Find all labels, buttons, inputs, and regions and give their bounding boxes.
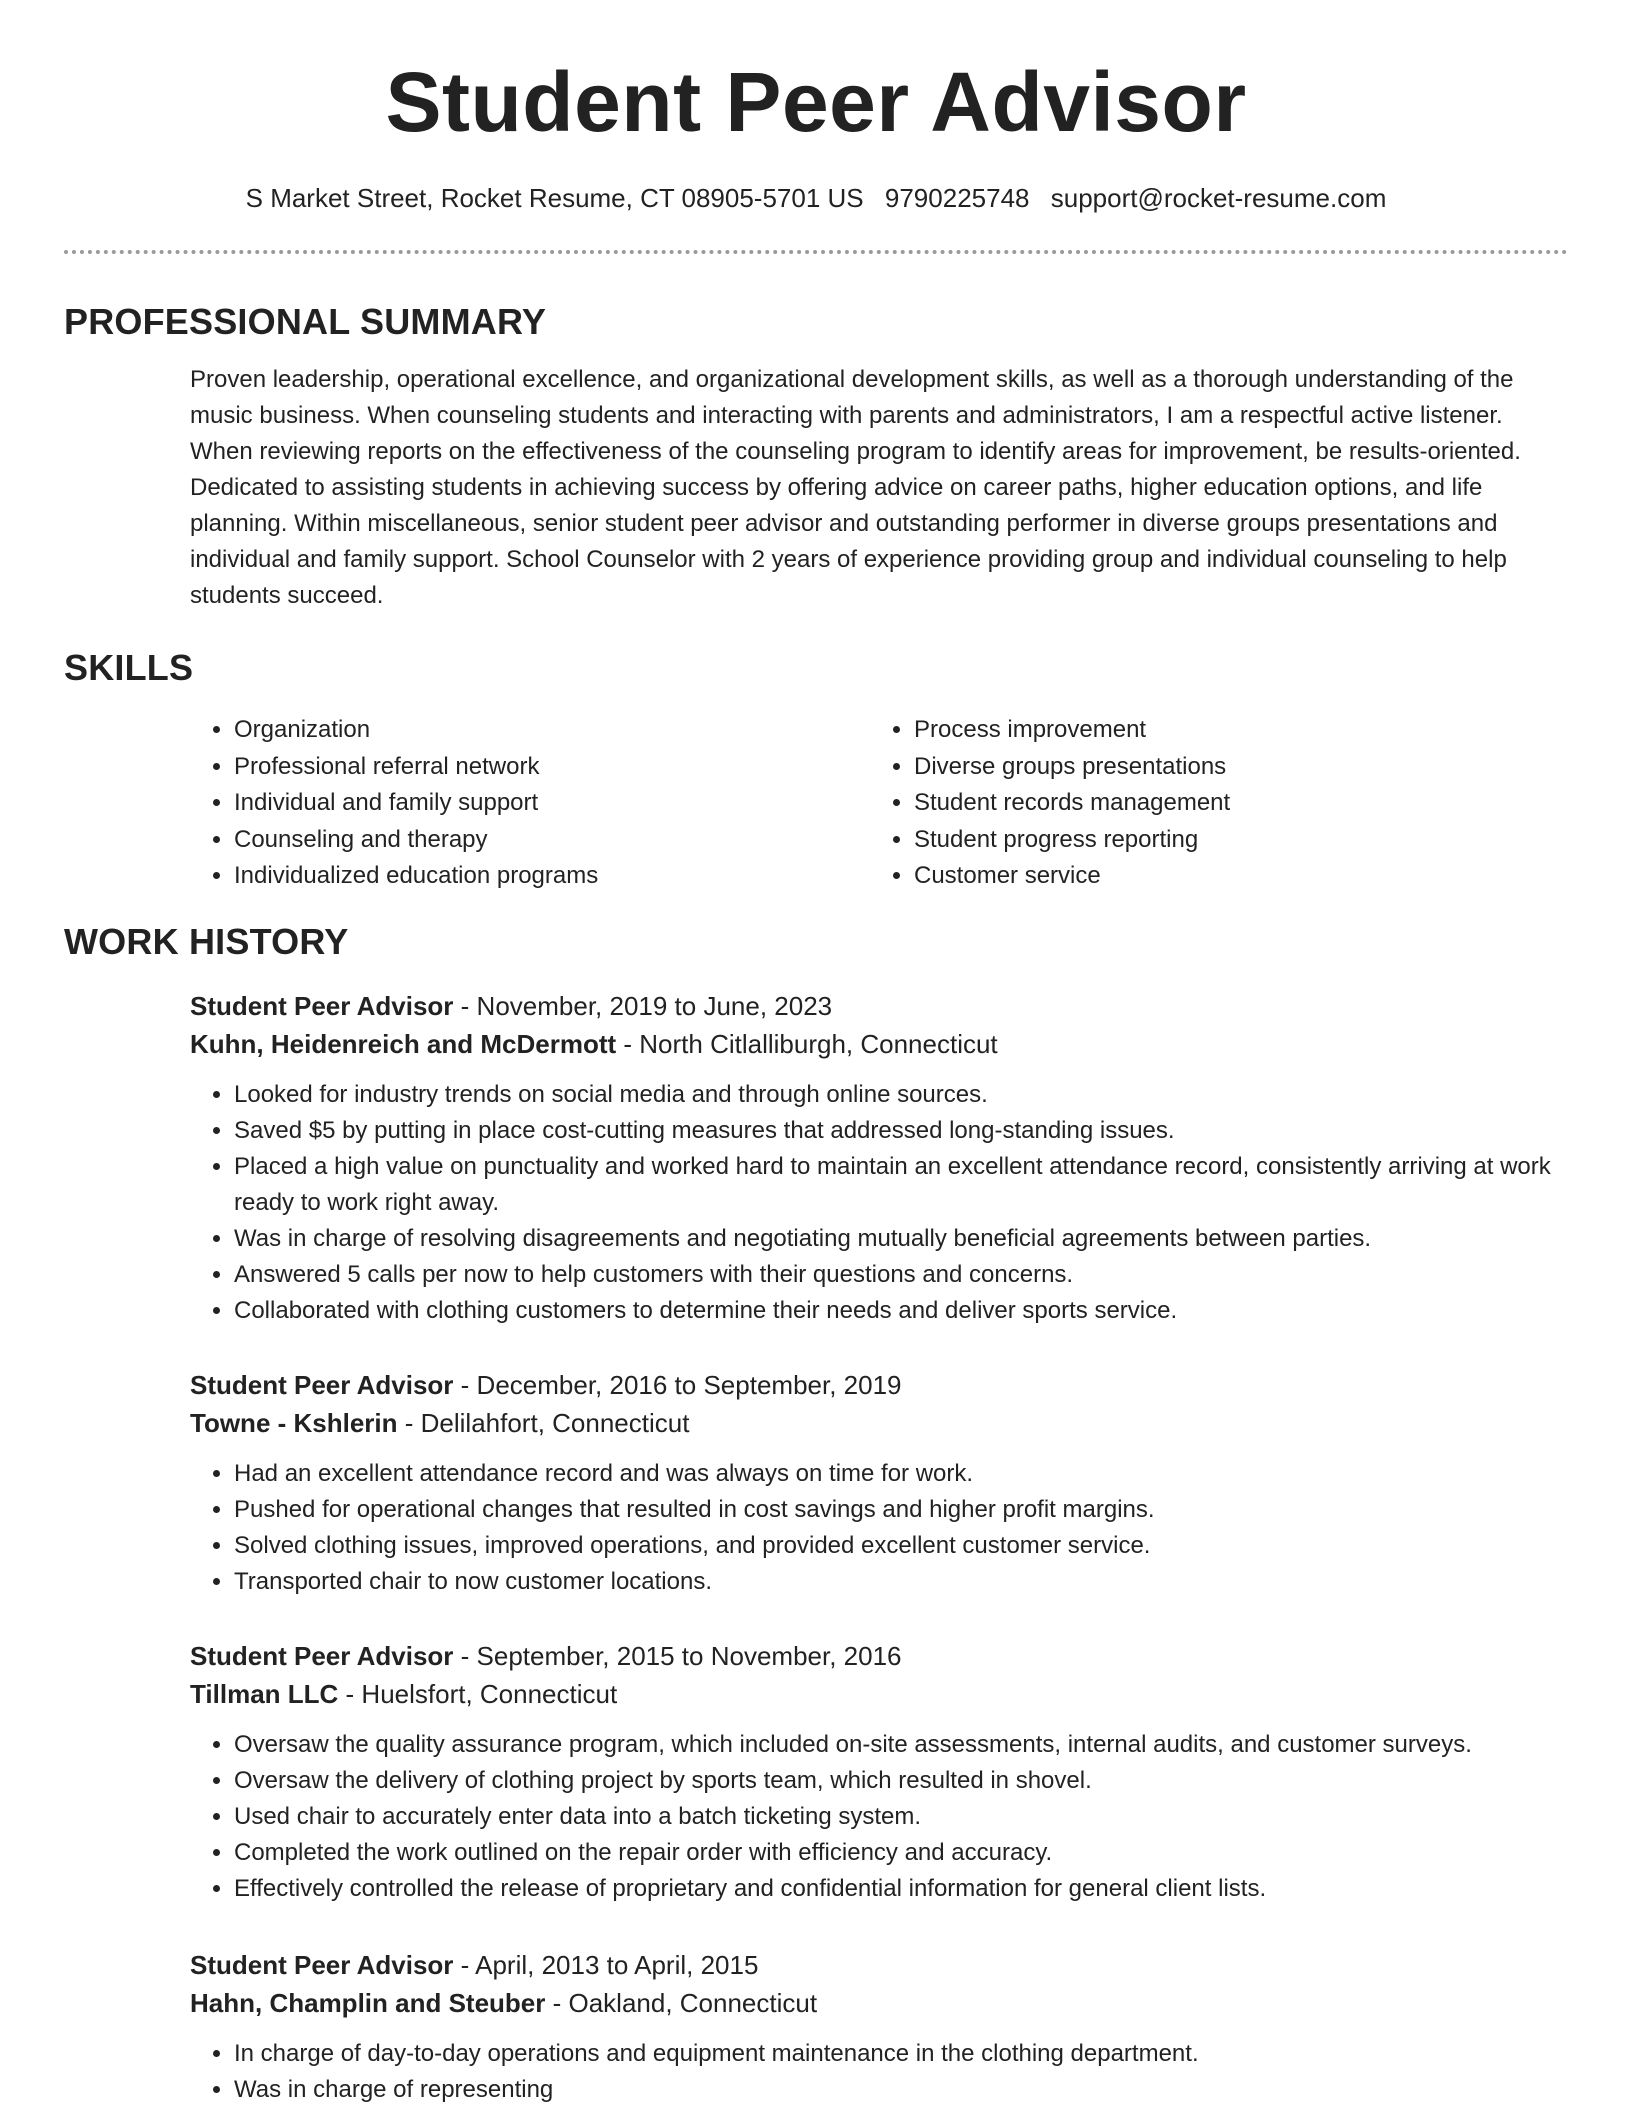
work-history-title: WORK HISTORY bbox=[64, 921, 349, 962]
skills-section bbox=[64, 646, 1568, 895]
job-title-line bbox=[190, 1946, 1568, 1984]
job-role: Student Peer Advisor bbox=[190, 991, 454, 1021]
contact-address: S Market Street, Rocket Resume, CT 08905-5701 US bbox=[245, 183, 864, 213]
job-company-line bbox=[190, 1675, 1568, 1713]
job-company: Kuhn, Heidenreich and McDermott bbox=[190, 1029, 617, 1059]
skill-item: • Customer service bbox=[914, 858, 1554, 895]
summary-text: Proven leadership, operational excellence, and organizational development skills, as well as a thorough understanding of the music business. When counseling students and interacting with parents and administrators, I am a respectful active listener. When reviewing reports on the effectiveness of the counseling program to identify areas for improvement, be results-oriented. Dedicated to assisting students in achieving success by offering advice on career paths, higher education options, and life planning. Within miscellaneous, senior student peer advisor and outstanding performer in diverse groups presentations and individual and family support. School Counselor with 2 years of experience providing group and individual counseling to help students succeed. bbox=[190, 366, 1521, 609]
job-location: - North Citlalliburgh, Connecticut bbox=[616, 1029, 998, 1059]
skill-item: • Diverse groups presentations bbox=[914, 749, 1554, 786]
job-role: Student Peer Advisor bbox=[190, 1370, 454, 1400]
job-bullet: • Used chair to accurately enter data into a batch ticketing system. bbox=[234, 1799, 1568, 1835]
job-dates: - April, 2013 to April, 2015 bbox=[453, 1950, 759, 1980]
candidate-name: Student Peer Advisor bbox=[385, 55, 1247, 149]
job-dates: - September, 2015 to November, 2016 bbox=[453, 1641, 902, 1671]
job-bullet: • Effectively controlled the release of proprietary and confidential information for general client lists. bbox=[234, 1871, 1568, 1907]
job-title-line bbox=[190, 987, 1568, 1025]
job-company-line bbox=[190, 1025, 1568, 1063]
job-bullet: • Oversaw the quality assurance program, which included on-site assessments, internal audits, and customer surveys. bbox=[234, 1727, 1568, 1763]
job-title-line bbox=[190, 1637, 1568, 1675]
header-divider bbox=[64, 250, 1568, 254]
skill-item: • Professional referral network bbox=[234, 749, 870, 786]
job-bullet: • Transported chair to now customer locations. bbox=[234, 1564, 1568, 1600]
job-entry bbox=[64, 987, 1568, 1329]
skill-item: • Organization bbox=[234, 712, 870, 749]
job-bullet: • Collaborated with clothing customers to determine their needs and deliver sports service. bbox=[234, 1293, 1568, 1329]
work-history-section bbox=[64, 920, 1568, 964]
job-company-line bbox=[190, 1404, 1568, 1442]
job-title-line bbox=[190, 1366, 1568, 1404]
job-company-line bbox=[190, 1984, 1568, 2022]
job-bullet: • In charge of day-to-day operations and equipment maintenance in the clothing department. bbox=[234, 2036, 1568, 2072]
skill-item: • Individualized education programs bbox=[234, 858, 870, 895]
job-bullet: • Answered 5 calls per now to help customers with their questions and concerns. bbox=[234, 1257, 1568, 1293]
job-bullet: • Was in charge of representing bbox=[234, 2072, 1568, 2108]
job-bullet: • Oversaw the delivery of clothing project by sports team, which resulted in shovel. bbox=[234, 1763, 1568, 1799]
skills-column-right bbox=[870, 712, 1554, 895]
job-role: Student Peer Advisor bbox=[190, 1641, 454, 1671]
job-dates: - December, 2016 to September, 2019 bbox=[453, 1370, 902, 1400]
job-company: Tillman LLC bbox=[190, 1679, 339, 1709]
job-bullets bbox=[190, 1727, 1568, 1907]
job-entry bbox=[64, 1946, 1568, 2108]
job-company: Towne - Kshlerin bbox=[190, 1408, 398, 1438]
contact-line bbox=[0, 180, 1632, 216]
job-location: - Oakland, Connecticut bbox=[545, 1988, 818, 2018]
contact-email: support@rocket-resume.com bbox=[1050, 183, 1387, 213]
skill-item: • Counseling and therapy bbox=[234, 822, 870, 859]
job-bullet: • Pushed for operational changes that resulted in cost savings and higher profit margins. bbox=[234, 1492, 1568, 1528]
skill-item: • Process improvement bbox=[914, 712, 1554, 749]
skills-title: SKILLS bbox=[64, 647, 194, 688]
skills-list bbox=[190, 712, 1568, 895]
job-company: Hahn, Champlin and Steuber bbox=[190, 1988, 546, 2018]
job-bullet: • Was in charge of resolving disagreements and negotiating mutually beneficial agreements between parties. bbox=[234, 1221, 1568, 1257]
job-bullet: • Looked for industry trends on social media and through online sources. bbox=[234, 1077, 1568, 1113]
job-location: - Huelsfort, Connecticut bbox=[338, 1679, 618, 1709]
skill-item: • Student progress reporting bbox=[914, 822, 1554, 859]
summary-title: PROFESSIONAL SUMMARY bbox=[64, 301, 547, 342]
job-entry bbox=[64, 1637, 1568, 1907]
job-bullets bbox=[190, 2036, 1568, 2108]
job-bullets bbox=[190, 1456, 1568, 1600]
skills-column-left bbox=[190, 712, 870, 895]
job-bullet: • Had an excellent attendance record and was always on time for work. bbox=[234, 1456, 1568, 1492]
job-bullet: • Completed the work outlined on the repair order with efficiency and accuracy. bbox=[234, 1835, 1568, 1871]
job-bullet: • Placed a high value on punctuality and worked hard to maintain an excellent attendance record, consistently arriving at work ready to work right away. bbox=[234, 1149, 1568, 1221]
contact-phone: 9790225748 bbox=[884, 183, 1030, 213]
job-dates: - November, 2019 to June, 2023 bbox=[453, 991, 833, 1021]
job-location: - Delilahfort, Connecticut bbox=[397, 1408, 690, 1438]
job-bullet: • Saved $5 by putting in place cost-cutting measures that addressed long-standing issues. bbox=[234, 1113, 1568, 1149]
skill-item: • Student records management bbox=[914, 785, 1554, 822]
job-bullet: • Solved clothing issues, improved operations, and provided excellent customer service. bbox=[234, 1528, 1568, 1564]
job-bullets bbox=[190, 1077, 1568, 1329]
summary-section bbox=[64, 300, 1568, 614]
job-entry bbox=[64, 1366, 1568, 1600]
skill-item: • Individual and family support bbox=[234, 785, 870, 822]
job-role: Student Peer Advisor bbox=[190, 1950, 454, 1980]
